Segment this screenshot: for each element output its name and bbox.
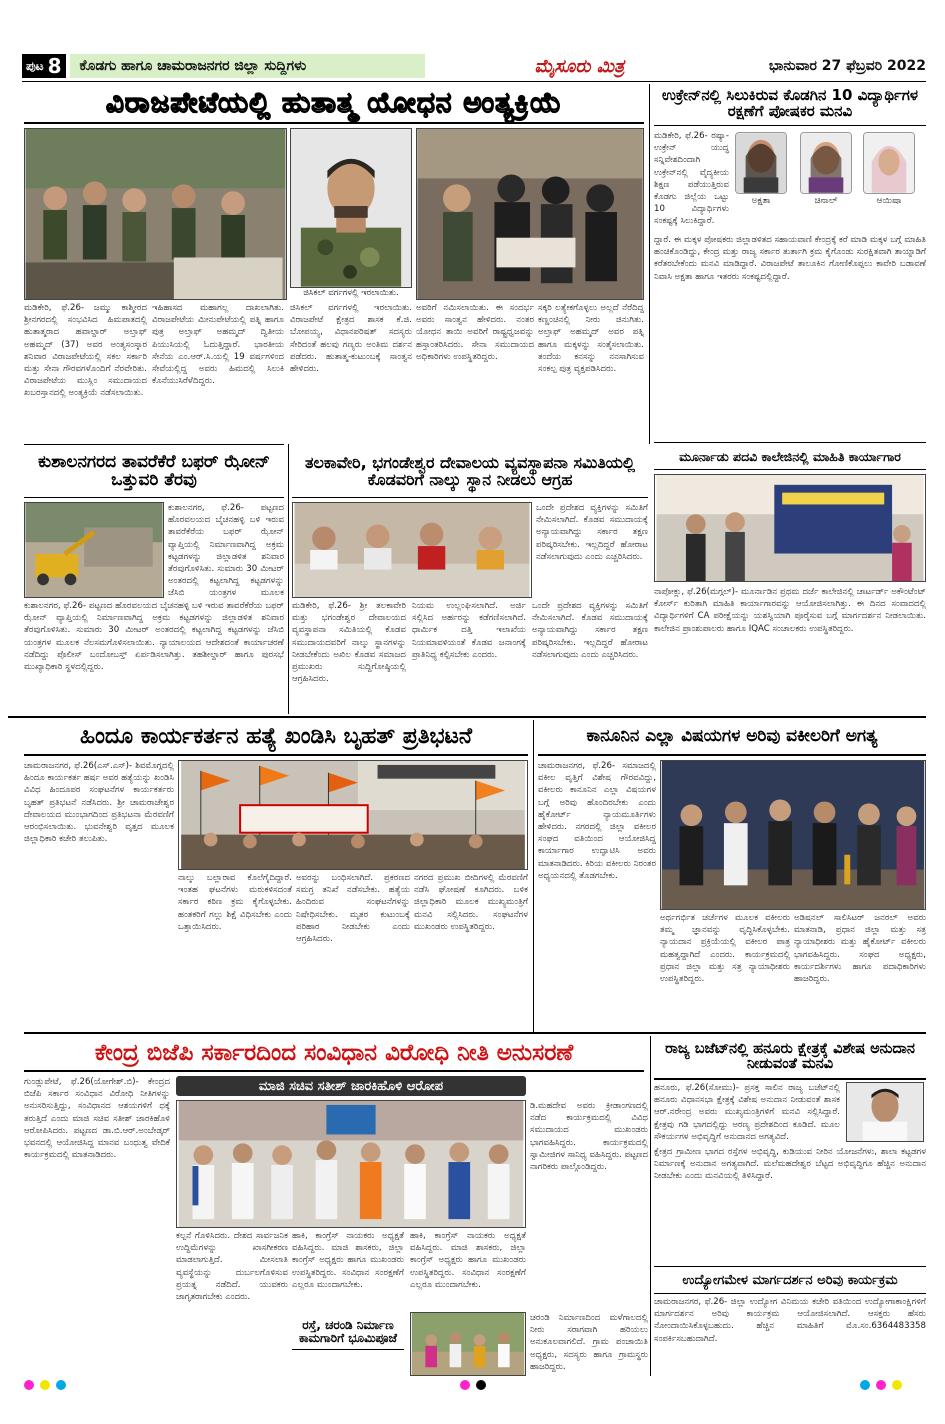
talakaveri-col2: ನಿಯಮ ಉಲ್ಲಂಘಿಸಲಾಗಿದೆ. ಅರ್ಜಿ ಸಲ್ಲಿಸಿದ ಅರ್ಹರನ್ನು ಕಡೆಗಣಿಸಲಾಗಿದೆ. ಧಾರ್ಮಿಕ ದತ್ತಿ ಇಲಾಖೆಯ ನಿಯಮಾವಳಿಯಂತೆ ಕೊಡವ ಜನಾಂಗಕ್ಕೆ ಪ್ರಾತಿನಿಧ್ಯ ಕಲ್ಪಿಸಬೇಕು ಎಂದರು.	[412, 601, 526, 660]
talakaveri-col3: ಒಂದೇ ಪ್ರದೇಶದ ವ್ಯಕ್ತಿಗಳನ್ನು ಸಮಿತಿಗೆ ನೇಮಿಸಲಾಗಿದೆ. ಕೊಡವ ಸಮುದಾಯಕ್ಕೆ ಅನ್ಯಾಯವಾಗಿದ್ದು ಸರ್ಕಾರ ತಕ್ಷಣ ಪರಿಷ್ಕರಿಸಬೇಕು. ಇಲ್ಲದಿದ್ದರೆ ಹೋರಾಟ ನಡೆಸಲಾಗುವುದು ಎಂದು ಎಚ್ಚರಿಸಿದರು.	[536, 503, 648, 562]
student-portrait-2	[800, 132, 852, 194]
protest-col2: ನಾಲ್ಕು ಬಲ್ಲಾರಾವ ಕೊಲೆಗೈದಿದ್ದಾರೆ. ಇಂತಹ ಘಟನೆಗಳು ಮರುಕಳಿಸದಂತೆ ಸರ್ಕಾರ ಕಠಿಣ ಕ್ರಮ ಕೈಗೊಳ್ಳಬೇಕು. ಹಂತಕರಿಗೆ ಗಲ್ಲು ಶಿಕ್ಷೆ ವಿಧಿಸಬೇಕು ಎಂದು ಒತ್ತಾಯಿಸಿದರು.	[178, 873, 292, 932]
rule-lower	[24, 1032, 926, 1034]
bjp-headline: ಕೇಂದ್ರ ಬಿಜೆಪಿ ಸರ್ಕಾರದಿಂದ ಸಂವಿಧಾನ ವಿರೋಧಿ ನೀತಿ ಅನುಸರಣೆ	[24, 1036, 644, 1072]
press-meet-photo	[292, 502, 532, 598]
registration-mark-magenta-2	[460, 1380, 470, 1390]
column-rule-3	[533, 720, 534, 1032]
column-rule-4	[650, 1036, 651, 1376]
ukraine-col1: ಮಡಿಕೇರಿ, ಫೆ.26- ರಷ್ಯಾ-ಉಕ್ರೇನ್ ಯುದ್ಧ ಸನ್ನಿವೇಶದಿಂದಾಗಿ ಉಕ್ರೇನ್‌ನಲ್ಲಿ ವೈದ್ಯಕೀಯ ಶಿಕ್ಷಣ ಪಡೆಯುತ್ತಿರುವ ಕೊಡಗು ಜಿಲ್ಲೆಯ ಒಟ್ಟು 10 ವಿದ್ಯಾರ್ಥಿಗಳು ಸಂಕಷ್ಟಕ್ಕೆ ಸಿಲುಕಿದ್ದಾರೆ.	[654, 131, 729, 227]
bjp-col3b: ಹಾಕಿ, ಕಾಂಗ್ರೆಸ್ ನಾಯಕರು ಅಧ್ಯಕ್ಷತೆ ವಹಿಸಿದ್ದರು. ಮಾಜಿ ಶಾಸಕರು, ಜಿಲ್ಲಾ ಕಾಂಗ್ರೆಸ್ ಅಧ್ಯಕ್ಷರು ಹಾಗೂ ಮುಖಂಡರು ಉಪಸ್ಥಿತರಿದ್ದರು. ಸಂವಿಧಾನ ಸಂರಕ್ಷಣೆಗೆ ಎಲ್ಲರೂ ಮುಂದಾಗಬೇಕು.	[410, 1231, 526, 1290]
lawyers-headline: ಕಾನೂನಿನ ಎಲ್ಲಾ ವಿಷಯಗಳ ಅರಿವು ವಕೀಲರಿಗೆ ಅಗತ್ಯ	[538, 720, 926, 756]
student-portrait-1	[735, 132, 787, 194]
rule-job-top	[654, 1266, 926, 1267]
lawyers-col1: ಚಾಮರಾಜನಗರ, ಫೆ.26- ಸಮಾಜದಲ್ಲಿ ವಕೀಲ ವೃತ್ತಿಗೆ ವಿಶೇಷ ಗೌರವವಿದ್ದು, ವಕೀಲರು ಕಾನೂನಿನ ಎಲ್ಲಾ ವಿಷಯಗಳ ಬಗ್ಗೆ ಅರಿವು ಹೊಂದಿರಬೇಕು ಎಂದು ಹೈಕೋರ್ಟ್ ನ್ಯಾಯಮೂರ್ತಿಗಳು ಹೇಳಿದರು. ನಗರದಲ್ಲಿ ಜಿಲ್ಲಾ ವಕೀಲರ ಸಂಘದ ವತಿಯಿಂದ ಆಯೋಜಿಸಿದ್ದ ಕಾರ್ಯಾಗಾರ ಉದ್ಘಾಟಿಸಿ ಅವರು ಮಾತನಾಡಿದರು. ಕಿರಿಯ ವಕೀಲರು ನಿರಂತರ ಅಧ್ಯಯನದಲ್ಲಿ ತೊಡಗಬೇಕು.	[538, 761, 656, 881]
job-body: ಚಾಮರಾಜನಗರ, ಫೆ.26- ಜಿಲ್ಲಾ ಉದ್ಯೋಗ ವಿನಿಮಯ ಕಚೇರಿ ವತಿಯಿಂದ ಉದ್ಯೋಗಾಕಾಂಕ್ಷಿಗಳಿಗೆ ಮಾರ್ಗದರ್ಶನ ಅರಿವು ಕಾರ್ಯಕ್ರಮ ಆಯೋಜಿಸಲಾಗಿದೆ. ಆಸಕ್ತರು ಹೆಸರು ನೋಂದಾಯಿಸಿಕೊಳ್ಳಬಹುದು. ಹೆಚ್ಚಿನ ಮಾಹಿತಿಗೆ ಮೊ.ಸಂ.6364483358 ಸಂಪರ್ಕಿಸಬಹುದಾಗಿದೆ.	[654, 1297, 926, 1344]
funeral-photo-2	[416, 128, 644, 300]
page-number-box	[22, 54, 66, 78]
budget-headline: ರಾಜ್ಯ ಬಜೆಟ್‌ನಲ್ಲಿ ಹನೂರು ಕ್ಷೇತ್ರಕ್ಕೆ ವಿಶೇಷ ಅನುದಾನ ನೀಡುವಂತೆ ಮನವಿ	[654, 1036, 926, 1080]
talakaveri-col3b: ಒಂದೇ ಪ್ರದೇಶದ ವ್ಯಕ್ತಿಗಳನ್ನು ಸಮಿತಿಗೆ ನೇಮಿಸಲಾಗಿದೆ. ಕೊಡವ ಸಮುದಾಯಕ್ಕೆ ಅನ್ಯಾಯವಾಗಿದ್ದು ಸರ್ಕಾರ ತಕ್ಷಣ ಪರಿಷ್ಕರಿಸಬೇಕು. ಇಲ್ಲದಿದ್ದರೆ ಹೋರಾಟ ನಡೆಸಲಾಗುವುದು ಎಂದು ಎಚ್ಚರಿಸಿದರು.	[532, 601, 648, 660]
student-portrait-3	[863, 132, 915, 194]
funeral-photo-1	[24, 128, 287, 300]
soldier-photo-caption: ಜಿಸಿಕಲ್ ವರ್ಗಗಳಲ್ಲಿ ಇರಲಾಯಿತು.	[303, 288, 399, 298]
kushalnagar-col2: ಕುಶಾಲನಗರ, ಫೆ.26- ಪಟ್ಟಣದ ಹೊರವಲಯದ ಬೈಚನಹಳ್ಳಿ ಬಳಿ ಇರುವ ತಾವರೆಕೆರೆಯ ಬಫರ್ ಝೋನ್ ವ್ಯಾಪ್ತಿಯಲ್ಲಿ ನಿರ್ಮಾಣವಾಗಿದ್ದ ಅಕ್ರಮ ಕಟ್ಟಡಗಳನ್ನು ಜಿಲ್ಲಾಡಳಿತ ಶನಿವಾರ ತೆರವುಗೊಳಿಸಿತು. ಸುಮಾರು 30 ಮೀಟರ್ ಅಂತರದಲ್ಲಿ ಕಟ್ಟಲಾಗಿದ್ದ ಕಟ್ಟಡಗಳನ್ನು ಜೆಸಿಬಿ ಯಂತ್ರಗಳ ಮೂಲಕ ನೆಲಸಮಗೊಳಿಸಲಾಯಿತು. ನ್ಯಾಯಾಲಯದ ಆದೇಶದಂತೆ ಕಾರ್ಯಾಚರಣೆ ನಡೆದಿದ್ದು ಪೊಲೀಸ್ ಬಂದೋಬಸ್ತ್ ಏರ್ಪಡಿಸಲಾಗಿತ್ತು. ತಹಶೀಲ್ದಾರ್ ಹಾಗೂ ಪುರಸಭೆ ಮುಖ್ಯಾಧಿಕಾರಿ ಸ್ಥಳದಲ್ಲಿದ್ದರು.	[24, 601, 284, 673]
lawyers-col3: ಅಡಿಷನಲ್ ಸಾಲಿಸಿಟರ್ ಜನರಲ್ ಅವರು ಮಾತನಾಡಿ, ಪ್ರಧಾನ ಜಿಲ್ಲಾ ಮತ್ತು ಸತ್ರ ನ್ಯಾಯಾಧೀಶರು ಮತ್ತು ಹೈಕೋರ್ಟ್ ವಕೀಲರು ಭಾಗವಹಿಸಿದ್ದರು. ಸಂಘದ ಅಧ್ಯಕ್ಷರು, ಕಾರ್ಯದರ್ಶಿಗಳು ಹಾಗೂ ಪದಾಧಿಕಾರಿಗಳು ಹಾಜರಿದ್ದರು.	[794, 913, 926, 985]
paper-name: ಮೈಸೂರು ಮಿತ್ರ	[534, 55, 625, 77]
seminar-photo	[654, 474, 926, 582]
lawyers-col2: ಅರ್ಥಗರ್ಭಿತ ಚರ್ಚೆಗಳ ಮೂಲಕ ವಕೀಲರು ತಮ್ಮ ಜ್ಞಾನವನ್ನು ವೃದ್ಧಿಸಿಕೊಳ್ಳಬೇಕು. ನ್ಯಾಯದಾನ ಪ್ರಕ್ರಿಯೆಯಲ್ಲಿ ವಕೀಲರ ಪಾತ್ರ ಮಹತ್ವದ್ದಾಗಿದೆ ಎಂದರು. ಕಾರ್ಯಕ್ರಮದಲ್ಲಿ ಪ್ರಧಾನ ಜಿಲ್ಲಾ ಮತ್ತು ಸತ್ರ ನ್ಯಾಯಾಧೀಶರು ಉಪಸ್ಥಿತರಿದ್ದರು.	[660, 913, 790, 985]
column-rule-1	[649, 84, 650, 444]
road-headline: ರಸ್ತೆ, ಚರಂಡಿ ನಿರ್ಮಾಣ ಕಾಮಗಾರಿಗೆ ಭೂಮಿಪೂಜೆ	[292, 1314, 404, 1350]
registration-mark-magenta-3	[876, 1380, 886, 1390]
registration-mark-magenta	[24, 1380, 34, 1390]
section-title: ಕೊಡಗು ಹಾಗೂ ಚಾಮರಾಜನಗರ ಜಿಲ್ಲಾ ಸುದ್ದಿಗಳು	[70, 54, 425, 78]
column-rule-2	[288, 444, 289, 714]
mla-portrait	[846, 1082, 924, 1142]
bjp-col3: ಹಾಕಿ, ಕಾಂಗ್ರೆಸ್ ನಾಯಕರು ಅಧ್ಯಕ್ಷತೆ ವಹಿಸಿದ್ದರು. ಮಾಜಿ ಶಾಸಕರು, ಜಿಲ್ಲಾ ಕಾಂಗ್ರೆಸ್ ಅಧ್ಯಕ್ಷರು ಹಾಗೂ ಮುಖಂಡರು ಉಪಸ್ಥಿತರಿದ್ದರು. ಸಂವಿಧಾನ ಸಂರಕ್ಷಣೆಗೆ ಎಲ್ಲರೂ ಮುಂದಾಗಬೇಕು.	[292, 1231, 404, 1290]
student-name-1: ಅಕ್ಷತಾ	[751, 196, 771, 206]
soldier-portrait-photo	[290, 128, 412, 288]
bjp-subhead: ಮಾಜಿ ಸಚಿವ ಸತೀಶ್ ಜಾರಕಿಹೊಳಿ ಆರೋಪ	[176, 1076, 526, 1096]
rule-mid-page	[8, 716, 926, 718]
kushalnagar-col1: ಕುಶಾಲನಗರ, ಫೆ.26- ಪಟ್ಟಣದ ಹೊರವಲಯದ ಬೈಚನಹಳ್ಳಿ ಬಳಿ ಇರುವ ತಾವರೆಕೆರೆಯ ಬಫರ್ ಝೋನ್ ವ್ಯಾಪ್ತಿಯಲ್ಲಿ ನಿರ್ಮಾಣವಾಗಿದ್ದ ಅಕ್ರಮ ಕಟ್ಟಡಗಳನ್ನು ಜಿಲ್ಲಾಡಳಿತ ಶನಿವಾರ ತೆರವುಗೊಳಿಸಿತು. ಸುಮಾರು 30 ಮೀಟರ್ ಅಂತರದಲ್ಲಿ ಕಟ್ಟಲಾಗಿದ್ದ ಕಟ್ಟಡಗಳನ್ನು ಜೆಸಿಬಿ ಯಂತ್ರಗಳ ಮೂಲಕ	[168, 503, 284, 598]
story1-col4: ಅವರಿಗೆ ನಮಿಸಲಾಯಿತು. ಈ ಸಂದರ್ಭ ಅವರು ಸಾಂತ್ವನ ಹೇಳಿದರು. ನಂತರ ಯೋಧನ ತಾಯಿ ಅವರಿಗೆ ರಾಷ್ಟ್ರಧ್ವಜವನ್ನು ಹಸ್ತಾಂತರಿಸಿದರು. ಸೇನಾ ಸಮುದಾಯದ ಅಧಿಕಾರಿಗಳು ಉಪಸ್ಥಿತರಿದ್ದರು.	[416, 303, 534, 362]
kushalnagar-headline: ಕುಶಾಲನಗರದ ತಾವರೆಕೆರೆ ಬಫರ್ ಝೋನ್ ಒತ್ತುವರಿ ತೆರವು	[24, 446, 284, 498]
job-headline: ಉದ್ಯೋಗಮೇಳ ಮಾರ್ಗದರ್ಶನ ಅರಿವು ಕಾರ್ಯಕ್ರಮ	[654, 1268, 926, 1294]
story1-col5: ಸಕ್ಕರಿ ಲತ್ಯೇಕಗೊಳ್ಳಲು ಅಲ್ಲದೆ ನೆರೆದಿದ್ದ ಕಣ್ಣಂಚಿನಲ್ಲಿ ನೀರು ಜಿನುಗಿತು. ಅಲ್ತಾಫ್ ಅಹಮ್ಮದ್ ಅವರ ಪತ್ನಿ ಹಾಗೂ ಮಕ್ಕಳನ್ನು ಸಂತೈಸಲಾಯಿತು. ತಂದೆಯ ಕನಸನ್ನು ನನಸಾಗಿಸುವ ಸಂಕಲ್ಪ ಪುತ್ರ ವ್ಯಕ್ತಪಡಿಸಿದರು.	[538, 303, 644, 375]
road-col2: ಚರಂಡಿ ನಿರ್ಮಾಣದಿಂದ ಮಳೆಗಾಲದಲ್ಲಿ ನೀರು ಸರಾಗವಾಗಿ ಹರಿಯಲು ಅನುಕೂಲವಾಗಲಿದೆ. ಗ್ರಾಮ ಪಂಚಾಯಿತಿ ಅಧ್ಯಕ್ಷರು, ಸದಸ್ಯರು ಹಾಗೂ ಗ್ರಾಮಸ್ಥರು ಹಾಜರಿದ್ದರು.	[530, 1313, 648, 1372]
protest-headline: ಹಿಂದೂ ಕಾರ್ಯಕರ್ತನ ಹತ್ಯೆ ಖಂಡಿಸಿ ಬೃಹತ್ ಪ್ರತಿಭಟನೆ	[24, 720, 528, 756]
ukraine-col2: ದ್ದಾರೆ. ಈ ಮಕ್ಕಳ ಪೋಷಕರು ಜಿಲ್ಲಾಡಳಿತದ ಸಹಾಯವಾಣಿ ಕೇಂದ್ರಕ್ಕೆ ಕರೆ ಮಾಡಿ ಮಕ್ಕಳ ಬಗ್ಗೆ ಮಾಹಿತಿ ಹಂಚಿಕೊಂಡಿದ್ದು, ಕೇಂದ್ರ ಮತ್ತು ರಾಜ್ಯ ಸರ್ಕಾರ ತುರ್ತಾಗಿ ಕ್ರಮ ಕೈಗೊಂಡು ಸುರಕ್ಷಿತವಾಗಿ ತಾಯ್ನಾಡಿಗೆ ಕರೆತರಬೇಕೆಂದು ಮನವಿ ಮಾಡಿದ್ದಾರೆ. ವಿರಾಜಪೇಟೆ ತಾಲೂಕಿನ ಗೋಣಿಕೊಪ್ಪಲು ಕಾವೇರಿ ಬಡಾವಣೆ ನಿವಾಸಿ ಅಕ್ಷತಾ ಹಾಗೂ ಇತರರು ಸಂಕಷ್ಟದಲ್ಲಿದ್ದಾರೆ.	[654, 235, 926, 282]
lawyers-photo	[660, 760, 926, 910]
seminar-headline: ಮೂರ್ನಾಡು ಪದವಿ ಕಾಲೇಜಿನಲ್ಲಿ ಮಾಹಿತಿ ಕಾರ್ಯಾಗಾರ	[654, 444, 926, 470]
registration-mark-cyan	[56, 1380, 66, 1390]
registration-mark-cyan-2	[860, 1380, 870, 1390]
registration-mark-yellow	[40, 1380, 50, 1390]
story1-headline: ವಿರಾಜಪೇಟೆಯಲ್ಲಿ ಹುತಾತ್ಮ ಯೋಧನ ಅಂತ್ಯಕ್ರಿಯೆ	[24, 84, 644, 124]
date-line: ಭಾನುವಾರ 27 ಫೆಬ್ರವರಿ 2022	[768, 58, 926, 74]
bjp-rally-photo	[176, 1100, 526, 1228]
protest-col1: ಚಾಮರಾಜನಗರ, ಫೆ.26(ಎಸ್.ಎಸ್)- ಶಿವಮೊಗ್ಗದಲ್ಲಿ ಹಿಂದೂ ಕಾರ್ಯಕರ್ತ ಹರ್ಷ ಅವರ ಹತ್ಯೆಯನ್ನು ಖಂಡಿಸಿ ವಿವಿಧ ಹಿಂದೂಪರ ಸಂಘಟನೆಗಳ ಕಾರ್ಯಕರ್ತರು ಬೃಹತ್ ಪ್ರತಿಭಟನೆ ನಡೆಸಿದರು. ಶ್ರೀ ಚಾಮರಾಜೇಶ್ವರ ದೇವಾಲಯದ ಮುಂಭಾಗದಿಂದ ಪ್ರತಿಭಟನಾ ಮೆರವಣಿಗೆ ಆರಂಭಿಸಲಾಯಿತು. ಭುವನೇಶ್ವರಿ ವೃತ್ತದ ಮೂಲಕ ಜಿಲ್ಲಾಧಿಕಾರಿ ಕಚೇರಿ ತಲುಪಿತು.	[24, 761, 174, 845]
bjp-col1: ಗುಂಡ್ಲುಪೇಟೆ, ಫೆ.26(ಯೋಗೇಶ್.ಬಿ)- ಕೇಂದ್ರದ ಬಿಜೆಪಿ ಸರ್ಕಾರ ಸಂವಿಧಾನ ವಿರೋಧಿ ನೀತಿಗಳನ್ನು ಅನುಸರಿಸುತ್ತಿದ್ದು, ಸಂವಿಧಾನದ ಆಶಯಗಳಿಗೆ ಧಕ್ಕೆ ತರುತ್ತಿದೆ ಎಂದು ಮಾಜಿ ಸಚಿವ ಸತೀಶ್ ಜಾರಕಿಹೊಳಿ ಆರೋಪಿಸಿದರು. ಪಟ್ಟಣದ ಡಾ.ಬಿ.ಆರ್.ಅಂಬೇಡ್ಕರ್ ಭವನದಲ್ಲಿ ಆಯೋಜಿಸಿದ್ದ ಮಾನವ ಬಂಧುತ್ವ ವೇದಿಕೆ ಕಾರ್ಯಕ್ರಮದಲ್ಲಿ ಮಾತನಾಡಿದರು.	[24, 1077, 170, 1161]
budget-col2: ಕ್ಷೇತ್ರದ ಗ್ರಾಮೀಣ ಭಾಗದ ರಸ್ತೆಗಳ ಅಭಿವೃದ್ಧಿ, ಕುಡಿಯುವ ನೀರಿನ ಯೋಜನೆಗಳು, ಶಾಲಾ ಕಟ್ಟಡಗಳ ನಿರ್ಮಾಣಕ್ಕೆ ಅನುದಾನ ಅಗತ್ಯವಾಗಿದೆ. ಮಲೆಮಹದೇಶ್ವರ ಬೆಟ್ಟದ ಅಭಿವೃದ್ಧಿಗೂ ಹೆಚ್ಚಿನ ಅನುದಾನ ನೀಡಬೇಕು ಎಂದು ಮನವಿಯಲ್ಲಿ ತಿಳಿಸಿದ್ದಾರೆ.	[654, 1147, 926, 1182]
story1-col2: ಇಹಿಹಾಸದ ಮಹಾಗಲ್ಲ ದಾಖಲಾಗಿತು. ವಿರಾಜಪೇಟೆಯ ಮೀನುಪೇಟೆಯಲ್ಲಿ ಪತ್ನಿ ಹಾಗೂ ಪುತ್ರ ಅಲ್ತಾಫ್ ಅಹಮ್ಮದ್ ದ್ವಿತೀಯ ಪಿಯುಸಿಯಲ್ಲಿ ಓದುತ್ತಿದ್ದಾರೆ. ಭಾರತೀಯ ಸೇನೆಯ ಎಂ.ಆರ್.ಸಿ.ಯಲ್ಲಿ 19 ವರ್ಷಗಳಿಂದ ಸೇವೆಯಲ್ಲಿದ್ದ ಅವರು ಹಿಮದಲ್ಲಿ ಸಿಲುಕಿ ಕೊನೆಯುಸಿರೆಳೆದಿದ್ದರು.	[152, 303, 284, 387]
road-photo	[410, 1312, 526, 1376]
talakaveri-headline: ತಲಕಾವೇರಿ, ಭಗಂಡೇಶ್ವರ ದೇವಾಲಯ ವ್ಯವಸ್ಥಾಪನಾ ಸಮಿತಿಯಲ್ಲಿ ಕೊಡವರಿಗೆ ನಾಲ್ಕು ಸ್ಥಾನ ನೀಡಲು ಆಗ್ರಹ	[292, 446, 648, 498]
rule-kushal-top	[24, 444, 284, 445]
story1-col1: ಮಡಿಕೇರಿ, ಫೆ.26- ಜಮ್ಮು ಕಾಶ್ಮೀರದ ಶ್ರೀನಗರದಲ್ಲಿ ಸಂಭವಿಸಿದ ಹಿಮಪಾತದಲ್ಲಿ ಹುತಾತ್ಮರಾದ ಹವಾಲ್ದಾರ್ ಅಲ್ತಾಫ್ ಅಹಮ್ಮದ್ (37) ಅವರ ಅಂತ್ಯಸಂಸ್ಕಾರ ಶನಿವಾರ ವಿರಾಜಪೇಟೆಯಲ್ಲಿ ಸಕಲ ಸರ್ಕಾರಿ ಮತ್ತು ಸೇನಾ ಗೌರವಗಳೊಂದಿಗೆ ನೆರವೇರಿತು. ವಿರಾಜಪೇಟೆಯ ಮುಸ್ಲಿಂ ಸಮುದಾಯದ ಖಬರಸ್ತಾನದಲ್ಲಿ ಅಂತ್ಯಕ್ರಿಯೆ ನಡೆಸಲಾಯಿತು.	[24, 303, 147, 399]
demolition-photo	[24, 502, 164, 598]
registration-mark-yellow-2	[892, 1380, 902, 1390]
story1-col3: ಜಿಸಿಕಲ್ ವರ್ಗಗಳಲ್ಲಿ ಇರಲಾಯಿತು. ವಿರಾಜಪೇಟೆ ಕ್ಷೇತ್ರದ ಶಾಸಕ ಕೆ.ಜಿ. ಬೋಪಯ್ಯ, ವಿಧಾನಪರಿಷತ್ ಸದಸ್ಯರು ಸೇರಿದಂತೆ ಹಲವು ಗಣ್ಯರು ಅಂತಿಮ ದರ್ಶನ ಪಡೆದರು. ಹುತಾತ್ಮ-ಕುಟುಂಬಕ್ಕೆ ಸಾಂತ್ವನ ಹೇಳಿದರು.	[290, 303, 412, 375]
bjp-col2: ಕಲ್ಪನೆ ಗೊಳಿಸಿದರು. ದೇಶದ ಸಾರ್ವಜನಿಕ ಉದ್ದಿಮೆಗಳನ್ನು ಖಾಸಗೀಕರಣ ಮಾಡಲಾಗುತ್ತಿದೆ. ಮೀಸಲಾತಿ ವ್ಯವಸ್ಥೆಯನ್ನು ದುರ್ಬಲಗೊಳಿಸುವ ಪ್ರಯತ್ನ ನಡೆದಿದೆ. ಯುವಕರು ಜಾಗೃತರಾಗಬೇಕು ಎಂದರು.	[176, 1231, 288, 1303]
protest-col3: ಅವರನ್ನು ಬಂಧಿಸಲಾಗಿದೆ. ಪ್ರಕರಣದ ಸಮಗ್ರ ತನಿಖೆ ನಡೆಸಬೇಕು. ಹತ್ಯೆಯ ಹಿಂದಿರುವ ಸಂಘಟನೆಗಳನ್ನು ನಿಷೇಧಿಸಬೇಕು. ಮೃತರ ಕುಟುಂಬಕ್ಕೆ ಪರಿಹಾರ ನೀಡಬೇಕು ಎಂದು ಆಗ್ರಹಿಸಿದರು.	[296, 873, 410, 945]
budget-col1: ಹನೂರು, ಫೆ.26(ಸೋಮು)- ಪ್ರಸಕ್ತ ಸಾಲಿನ ರಾಜ್ಯ ಬಜೆಟ್‌ನಲ್ಲಿ ಹನೂರು ವಿಧಾನಸಭಾ ಕ್ಷೇತ್ರಕ್ಕೆ ವಿಶೇಷ ಅನುದಾನ ನೀಡುವಂತೆ ಶಾಸಕ ಆರ್.ನರೇಂದ್ರ ಅವರು ಮುಖ್ಯಮಂತ್ರಿಗಳಿಗೆ ಮನವಿ ಸಲ್ಲಿಸಿದ್ದಾರೆ. ಕ್ಷೇತ್ರವು ಗಡಿ ಭಾಗದಲ್ಲಿದ್ದು ಅರಣ್ಯ ಪ್ರದೇಶದಿಂದ ಕೂಡಿದೆ. ಮೂಲ ಸೌಕರ್ಯಗಳ ಅಭಿವೃದ್ಧಿಗೆ ಅನುದಾನದ ಅಗತ್ಯವಿದೆ.	[654, 1083, 840, 1142]
student-name-3: ಆಯಿಷಾ	[876, 196, 902, 206]
seminar-body: ನಾಪೋಕ್ಲು, ಫೆ.26(ಮಗ್ಗಲ್)- ಮೂರ್ನಾಡಿನ ಪ್ರಥಮ ದರ್ಜೆ ಕಾಲೇಜಿನಲ್ಲಿ ಚಾರ್ಟರ್ಡ್ ಅಕೌಂಟೆಂಟ್ ಕೋರ್ಸ್ ಕುರಿತಾಗಿ ಮಾಹಿತಿ ಕಾರ್ಯಾಗಾರವನ್ನು ಆಯೋಜಿಸಲಾಗಿತ್ತು. ಈ ದಿನದ ಸಂವಾದದಲ್ಲಿ ವಿದ್ಯಾರ್ಥಿಗಳಿಗೆ CA ಪರೀಕ್ಷೆಯನ್ನು ಯಶಸ್ವಿಯಾಗಿ ಪೂರೈಸುವ ಬಗ್ಗೆ ಮಾರ್ಗದರ್ಶನ ನೀಡಲಾಯಿತು. ಕಾಲೇಜಿನ ಪ್ರಾಂಶುಪಾಲರು ಹಾಗೂ IQAC ಸಂಚಾಲಕರು ಉಪಸ್ಥಿತರಿದ್ದರು.	[654, 587, 926, 634]
registration-mark-black	[476, 1380, 486, 1390]
page-label: ಪುಟ	[26, 58, 44, 73]
rule-ukraine-bottom	[654, 442, 926, 443]
bjp-col4: ಡಿ.ಮಹದೇವ ಅವರು ಕ್ರೀಡಾಂಗಣದಲ್ಲಿ ನಡೆದ ಕಾರ್ಯಕ್ರಮದಲ್ಲಿ ವಿವಿಧ ಸಮುದಾಯದ ಮುಖಂಡರು ಭಾಗವಹಿಸಿದ್ದರು. ಕಾರ್ಯಕ್ರಮದಲ್ಲಿ ಸ್ವಾಮೀಜಿಗಳ ಸಾನಿಧ್ಯ ವಹಿಸಿದ್ದರು. ಪಟ್ಟಣದ ನಾಗರಿಕರು ಪಾಲ್ಗೊಂಡಿದ್ದರು.	[530, 1101, 648, 1173]
page-number: 8	[47, 54, 62, 78]
ukraine-headline: ಉಕ್ರೇನ್‌ನಲ್ಲಿ ಸಿಲುಕಿರುವ ಕೊಡಗಿನ 10 ವಿದ್ಯಾರ್ಥಿಗಳ ರಕ್ಷಣೆಗೆ ಪೋಷಕರ ಮನವಿ	[654, 82, 926, 126]
student-name-2: ಚಿನಾಲ್	[814, 196, 838, 206]
protest-photo	[178, 760, 528, 870]
talakaveri-col1: ಮಡಿಕೇರಿ, ಫೆ.26- ಶ್ರೀ ತಲಕಾವೇರಿ ಮತ್ತು ಭಗಂಡೇಶ್ವರ ದೇವಾಲಯದ ವ್ಯವಸ್ಥಾಪನಾ ಸಮಿತಿಯಲ್ಲಿ ಕೊಡವ ಸಮುದಾಯದವರಿಗೆ ನಾಲ್ಕು ಸ್ಥಾನಗಳನ್ನು ನೀಡಬೇಕೆಂದು ಅಖಿಲ ಕೊಡವ ಸಮಾಜದ ಪ್ರಮುಖರು ಸುದ್ದಿಗೋಷ್ಠಿಯಲ್ಲಿ ಆಗ್ರಹಿಸಿದರು.	[292, 601, 406, 685]
protest-col4: ನಗರದ ಪ್ರಮುಖ ಬೀದಿಗಳಲ್ಲಿ ಮೆರವಣಿಗೆ ನಡೆಸಿ ಘೋಷಣೆ ಕೂಗಿದರು. ಬಳಿಕ ಜಿಲ್ಲಾಧಿಕಾರಿ ಮೂಲಕ ಮುಖ್ಯಮಂತ್ರಿಗೆ ಮನವಿ ಸಲ್ಲಿಸಿದರು. ಸಂಘಟನೆಗಳ ಮುಖಂಡರು ಉಪಸ್ಥಿತರಿದ್ದರು.	[414, 873, 528, 932]
masthead	[22, 52, 926, 80]
